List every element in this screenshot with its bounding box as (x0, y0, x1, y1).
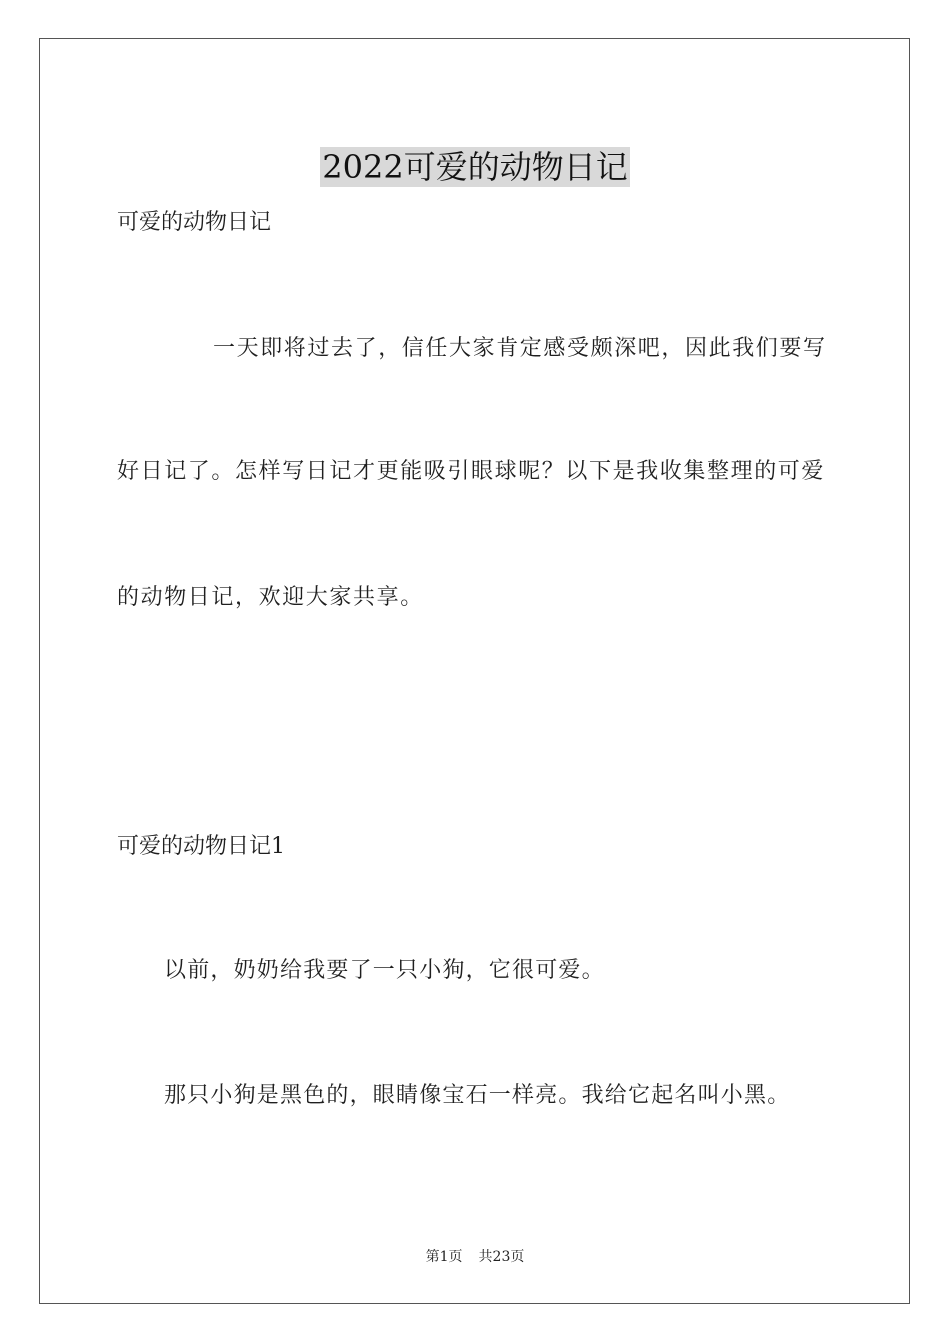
paragraph-2: 那只小狗是黑色的，眼睛像宝石一样亮。我给它起名叫小黑。 (164, 1083, 791, 1108)
page-footer (0, 1248, 950, 1266)
paragraph-1: 以前，奶奶给我要了一只小狗，它很可爱。 (164, 958, 605, 983)
page-number: 第1页 (425, 1249, 463, 1265)
intro-line-3: 的动物日记，欢迎大家共享。 (117, 585, 424, 610)
section-heading: 可爱的动物日记1 (117, 834, 285, 859)
title-container (0, 126, 950, 209)
intro-line-2: 好日记了。怎样写日记才更能吸引眼球呢？以下是我收集整理的可爱 (117, 459, 826, 484)
page-total: 共23页 (478, 1249, 525, 1265)
document-subtitle: 可爱的动物日记 (117, 210, 272, 235)
intro-line-1: 一天即将过去了，信任大家肯定感受颇深吧，因此我们要写 (213, 336, 827, 361)
document-title: 2022可爱的动物日记 (322, 148, 628, 187)
